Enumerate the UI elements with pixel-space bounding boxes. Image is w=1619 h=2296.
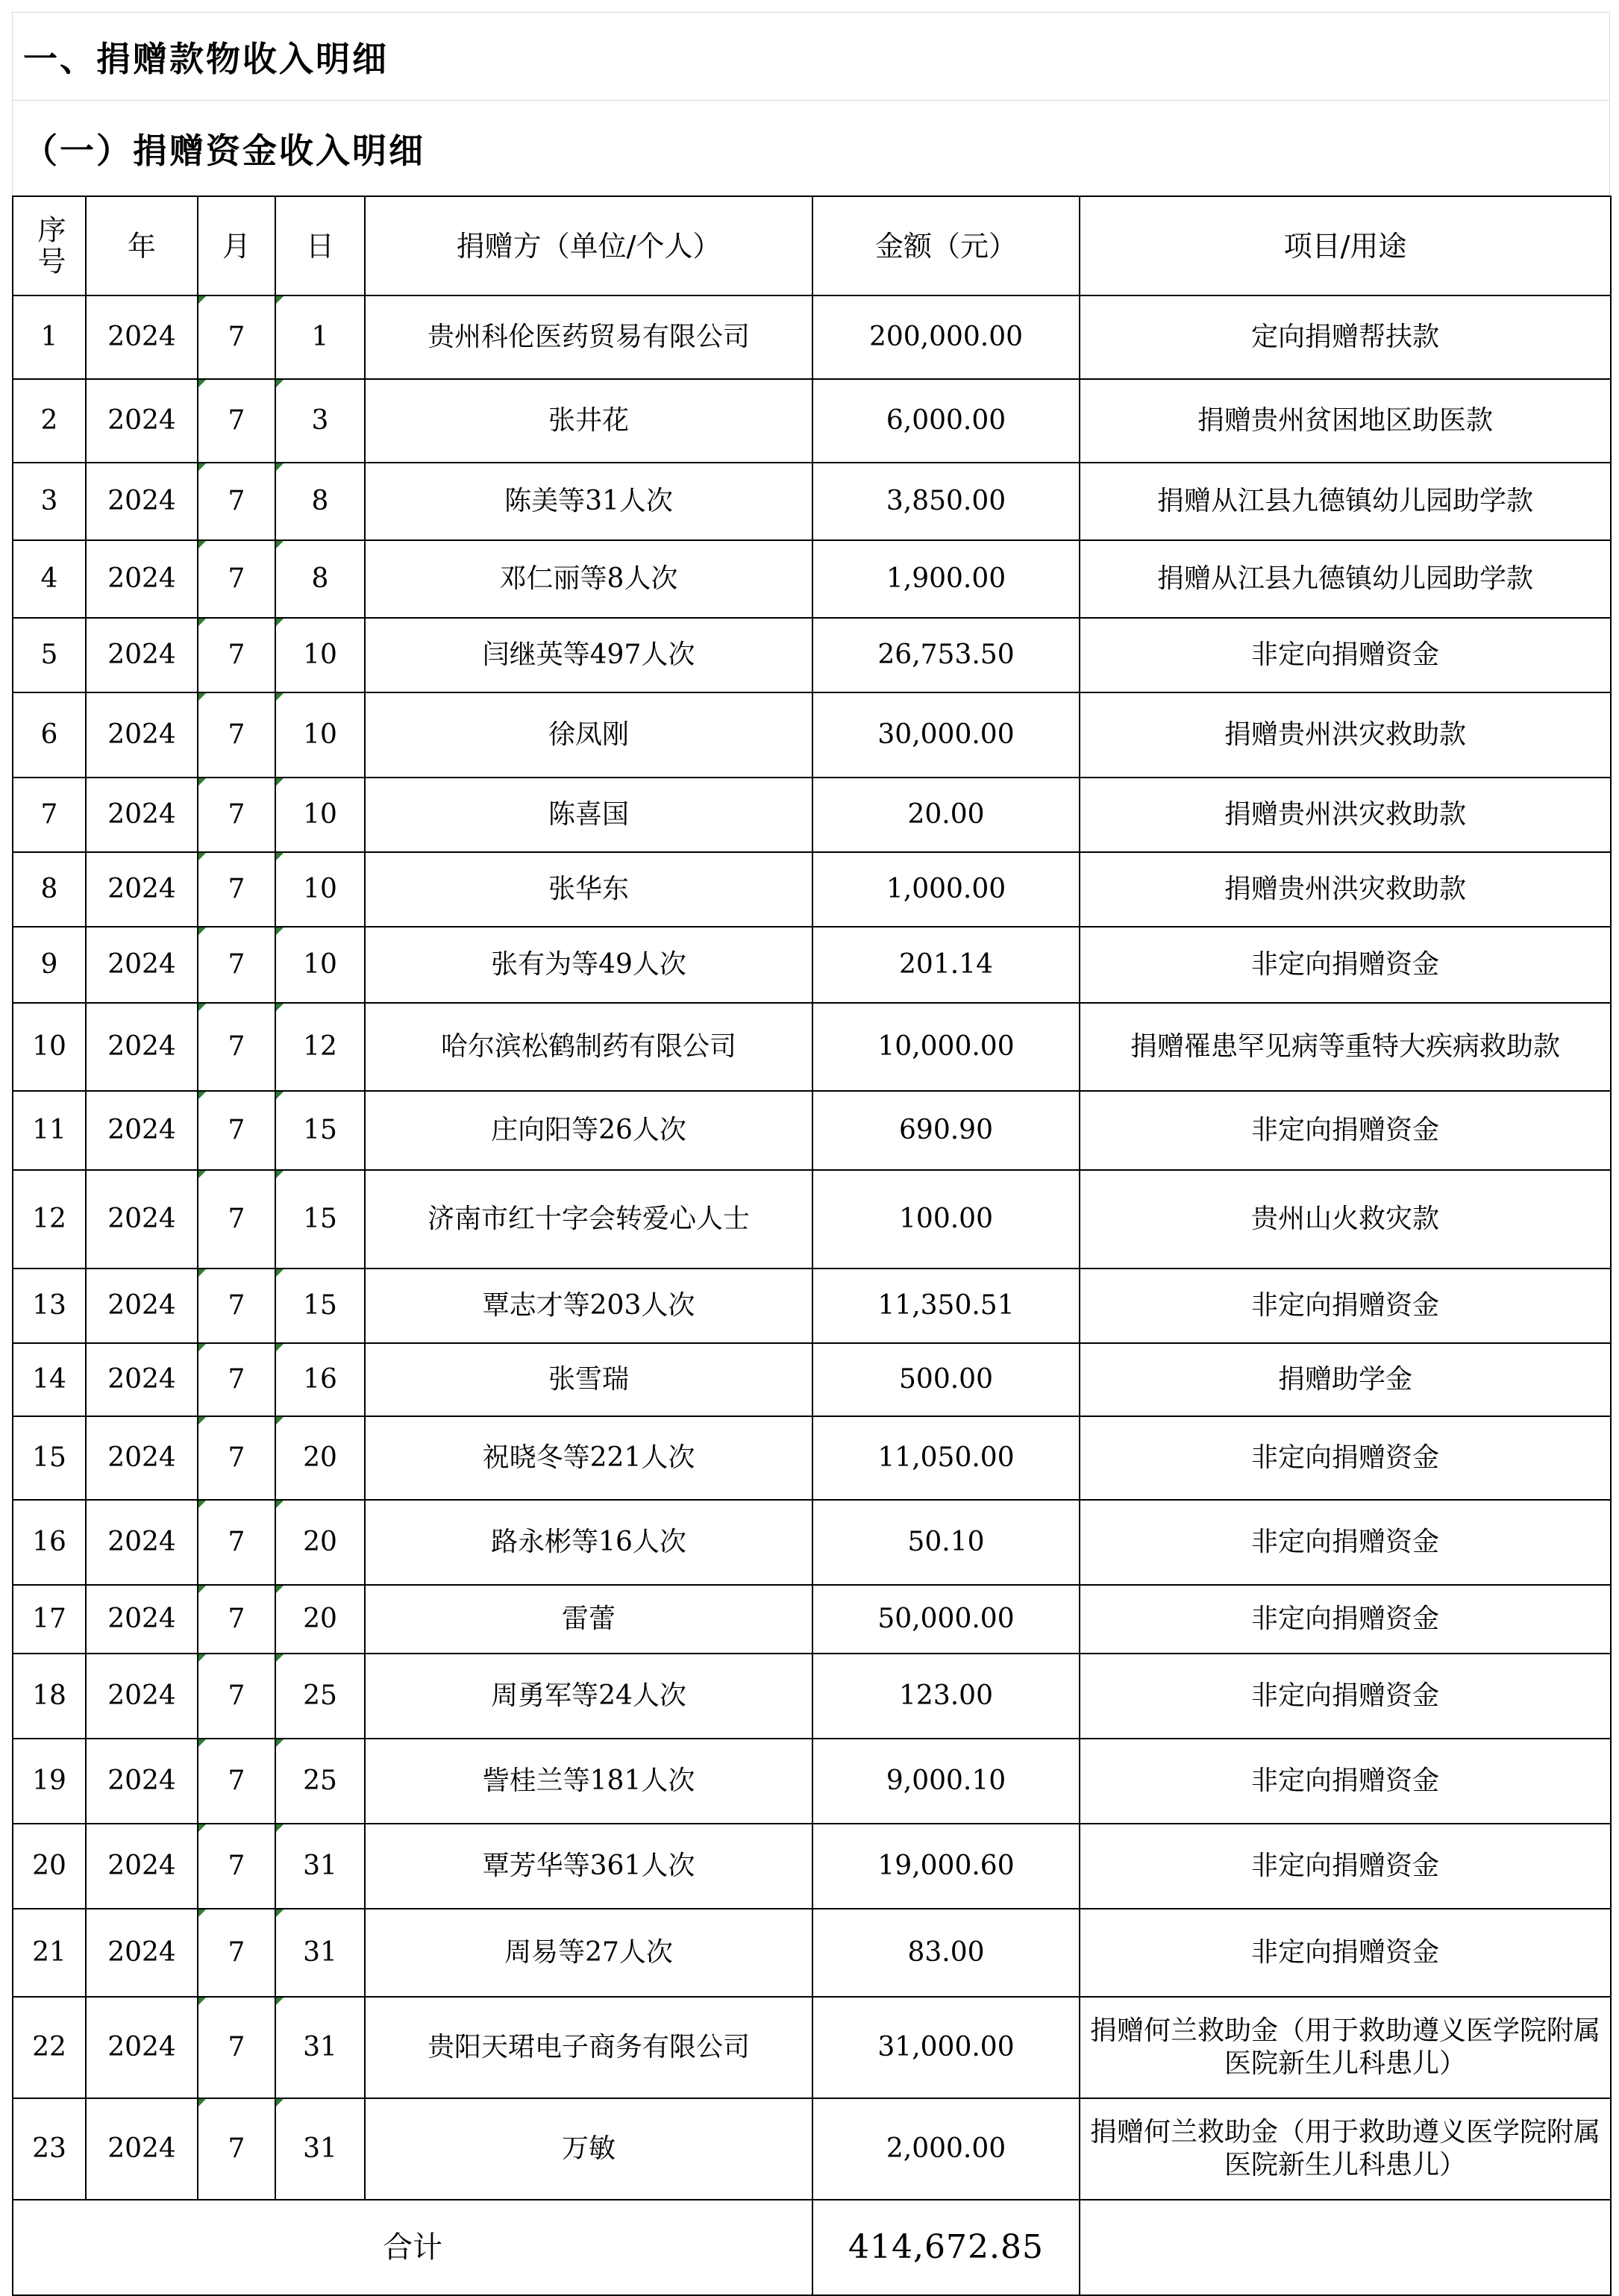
- cell-text-flag-icon: [198, 380, 206, 387]
- table-row: [13, 1500, 1611, 1585]
- cell-seq: 7: [13, 778, 86, 852]
- cell-day: 3: [275, 379, 365, 463]
- cell-seq: 1: [13, 295, 86, 379]
- cell-year: 2024: [86, 1654, 198, 1739]
- cell-month: 7: [198, 540, 275, 618]
- cell-seq: 15: [13, 1416, 86, 1500]
- cell-month: 7: [198, 1091, 275, 1170]
- cell-month: 7: [198, 463, 275, 540]
- cell-month: 7: [198, 927, 275, 1003]
- cell-purpose: 非定向捐赠资金: [1080, 618, 1611, 692]
- cell-donor: 雷蕾: [365, 1585, 812, 1654]
- cell-day: 8: [275, 540, 365, 618]
- cell-seq: 5: [13, 618, 86, 692]
- table-row: [13, 379, 1611, 463]
- cell-text-flag-icon: [198, 2099, 206, 2106]
- cell-donor: 覃志才等203人次: [365, 1269, 812, 1343]
- cell-seq: 17: [13, 1585, 86, 1654]
- cell-year: 2024: [86, 1269, 198, 1343]
- table-row: [13, 1654, 1611, 1739]
- cell-day: 10: [275, 618, 365, 692]
- cell-month: 7: [198, 295, 275, 379]
- cell-day: 20: [275, 1416, 365, 1500]
- cell-text-flag-icon: [276, 693, 284, 701]
- cell-donor: 张雪瑞: [365, 1343, 812, 1416]
- cell-text-flag-icon: [276, 928, 284, 935]
- cell-purpose: 非定向捐赠资金: [1080, 1909, 1611, 1997]
- cell-donor: 张华东: [365, 852, 812, 927]
- cell-seq: 13: [13, 1269, 86, 1343]
- cell-purpose: 捐赠何兰救助金（用于救助遵义医学院附属医院新生儿科患儿）: [1080, 1997, 1611, 2098]
- cell-amount: 201.14: [812, 927, 1080, 1003]
- cell-text-flag-icon: [276, 296, 284, 304]
- cell-year: 2024: [86, 1824, 198, 1909]
- table-row: [13, 1909, 1611, 1997]
- cell-year: 2024: [86, 1170, 198, 1269]
- cell-donor: 张井花: [365, 379, 812, 463]
- cell-text-flag-icon: [276, 1739, 284, 1747]
- cell-year: 2024: [86, 540, 198, 618]
- cell-day: 15: [275, 1170, 365, 1269]
- cell-seq: 16: [13, 1500, 86, 1585]
- cell-seq: 10: [13, 1003, 86, 1091]
- cell-donor: 訾桂兰等181人次: [365, 1739, 812, 1824]
- sheet: [12, 12, 1610, 2296]
- cell-seq: 4: [13, 540, 86, 618]
- cell-year: 2024: [86, 1003, 198, 1091]
- cell-purpose: 定向捐赠帮扶款: [1080, 295, 1611, 379]
- cell-year: 2024: [86, 295, 198, 379]
- total-purpose: [1080, 2200, 1611, 2295]
- header-purpose: 项目/用途: [1080, 196, 1611, 295]
- cell-month: 7: [198, 2098, 275, 2200]
- cell-amount: 20.00: [812, 778, 1080, 852]
- cell-purpose: 非定向捐赠资金: [1080, 1654, 1611, 1739]
- cell-purpose: 非定向捐赠资金: [1080, 1739, 1611, 1824]
- table-row: [13, 1343, 1611, 1416]
- cell-amount: 83.00: [812, 1909, 1080, 1997]
- cell-day: 12: [275, 1003, 365, 1091]
- cell-amount: 1,000.00: [812, 852, 1080, 927]
- cell-month: 7: [198, 1343, 275, 1416]
- cell-day: 10: [275, 852, 365, 927]
- cell-purpose: 非定向捐赠资金: [1080, 1416, 1611, 1500]
- cell-amount: 11,350.51: [812, 1269, 1080, 1343]
- cell-text-flag-icon: [198, 778, 206, 786]
- cell-seq: 9: [13, 927, 86, 1003]
- cell-donor: 济南市红十字会转爱心人士: [365, 1170, 812, 1269]
- cell-seq: 11: [13, 1091, 86, 1170]
- donation-table: [12, 195, 1612, 2296]
- header-year: 年: [86, 196, 198, 295]
- cell-month: 7: [198, 1824, 275, 1909]
- cell-seq: 21: [13, 1909, 86, 1997]
- total-amount: 414,672.85: [812, 2200, 1080, 2295]
- cell-text-flag-icon: [198, 853, 206, 860]
- cell-day: 25: [275, 1739, 365, 1824]
- cell-amount: 30,000.00: [812, 692, 1080, 778]
- cell-year: 2024: [86, 778, 198, 852]
- header-donor: 捐赠方（单位/个人）: [365, 196, 812, 295]
- cell-seq: 20: [13, 1824, 86, 1909]
- cell-year: 2024: [86, 2098, 198, 2200]
- section-title: 一、捐赠款物收入明细: [12, 12, 1610, 100]
- cell-seq: 19: [13, 1739, 86, 1824]
- cell-text-flag-icon: [276, 1586, 284, 1593]
- cell-text-flag-icon: [276, 1501, 284, 1508]
- cell-day: 10: [275, 778, 365, 852]
- header-row: [13, 196, 1611, 295]
- cell-amount: 10,000.00: [812, 1003, 1080, 1091]
- cell-day: 31: [275, 2098, 365, 2200]
- cell-donor: 路永彬等16人次: [365, 1500, 812, 1585]
- cell-month: 7: [198, 778, 275, 852]
- cell-donor: 贵州科伦医药贸易有限公司: [365, 295, 812, 379]
- cell-amount: 50,000.00: [812, 1585, 1080, 1654]
- cell-month: 7: [198, 1654, 275, 1739]
- cell-year: 2024: [86, 852, 198, 927]
- cell-donor: 贵阳天珺电子商务有限公司: [365, 1997, 812, 2098]
- cell-text-flag-icon: [198, 1824, 206, 1832]
- cell-text-flag-icon: [276, 1654, 284, 1662]
- cell-text-flag-icon: [276, 463, 284, 471]
- cell-day: 20: [275, 1500, 365, 1585]
- cell-day: 31: [275, 1824, 365, 1909]
- cell-text-flag-icon: [198, 1004, 206, 1011]
- cell-month: 7: [198, 1739, 275, 1824]
- cell-month: 7: [198, 692, 275, 778]
- table-row: [13, 1739, 1611, 1824]
- cell-month: 7: [198, 852, 275, 927]
- cell-year: 2024: [86, 463, 198, 540]
- cell-month: 7: [198, 618, 275, 692]
- cell-seq: 8: [13, 852, 86, 927]
- cell-seq: 2: [13, 379, 86, 463]
- cell-text-flag-icon: [276, 1171, 284, 1178]
- cell-text-flag-icon: [276, 1909, 284, 1917]
- cell-month: 7: [198, 1003, 275, 1091]
- cell-text-flag-icon: [198, 1417, 206, 1424]
- cell-purpose: 非定向捐赠资金: [1080, 1269, 1611, 1343]
- cell-purpose: 非定向捐赠资金: [1080, 1500, 1611, 1585]
- cell-day: 8: [275, 463, 365, 540]
- cell-amount: 6,000.00: [812, 379, 1080, 463]
- cell-text-flag-icon: [198, 541, 206, 548]
- cell-month: 7: [198, 1170, 275, 1269]
- cell-text-flag-icon: [276, 1824, 284, 1832]
- cell-text-flag-icon: [276, 778, 284, 786]
- cell-text-flag-icon: [276, 1344, 284, 1351]
- cell-seq: 3: [13, 463, 86, 540]
- cell-amount: 9,000.10: [812, 1739, 1080, 1824]
- header-amount: 金额（元）: [812, 196, 1080, 295]
- cell-donor: 哈尔滨松鹤制药有限公司: [365, 1003, 812, 1091]
- table-row: [13, 692, 1611, 778]
- cell-purpose: 捐赠助学金: [1080, 1343, 1611, 1416]
- cell-amount: 123.00: [812, 1654, 1080, 1739]
- cell-year: 2024: [86, 1500, 198, 1585]
- table-row: [13, 1416, 1611, 1500]
- cell-day: 15: [275, 1091, 365, 1170]
- cell-month: 7: [198, 1585, 275, 1654]
- cell-year: 2024: [86, 927, 198, 1003]
- cell-text-flag-icon: [198, 1998, 206, 2005]
- cell-amount: 3,850.00: [812, 463, 1080, 540]
- cell-purpose: 捐赠何兰救助金（用于救助遵义医学院附属医院新生儿科患儿）: [1080, 2098, 1611, 2200]
- cell-donor: 徐凤刚: [365, 692, 812, 778]
- header-month: 月: [198, 196, 275, 295]
- cell-day: 10: [275, 927, 365, 1003]
- cell-amount: 11,050.00: [812, 1416, 1080, 1500]
- cell-amount: 100.00: [812, 1170, 1080, 1269]
- cell-month: 7: [198, 379, 275, 463]
- cell-day: 1: [275, 295, 365, 379]
- cell-purpose: 捐赠贵州洪灾救助款: [1080, 778, 1611, 852]
- cell-seq: 18: [13, 1654, 86, 1739]
- cell-day: 16: [275, 1343, 365, 1416]
- cell-year: 2024: [86, 1739, 198, 1824]
- cell-text-flag-icon: [198, 619, 206, 626]
- cell-amount: 1,900.00: [812, 540, 1080, 618]
- cell-amount: 31,000.00: [812, 1997, 1080, 2098]
- cell-purpose: 非定向捐赠资金: [1080, 1091, 1611, 1170]
- cell-amount: 2,000.00: [812, 2098, 1080, 2200]
- cell-text-flag-icon: [276, 853, 284, 860]
- cell-year: 2024: [86, 692, 198, 778]
- cell-text-flag-icon: [198, 463, 206, 471]
- cell-purpose: 捐赠贵州贫困地区助医款: [1080, 379, 1611, 463]
- cell-donor: 周勇军等24人次: [365, 1654, 812, 1739]
- table-row: [13, 1997, 1611, 2098]
- cell-year: 2024: [86, 1997, 198, 2098]
- table-body: [13, 295, 1611, 2200]
- cell-text-flag-icon: [276, 1269, 284, 1277]
- cell-day: 10: [275, 692, 365, 778]
- header-seq: 序号: [13, 196, 86, 295]
- cell-amount: 200,000.00: [812, 295, 1080, 379]
- cell-purpose: 捐赠从江县九德镇幼儿园助学款: [1080, 540, 1611, 618]
- table-row: [13, 1824, 1611, 1909]
- cell-day: 15: [275, 1269, 365, 1343]
- cell-donor: 陈美等31人次: [365, 463, 812, 540]
- cell-purpose: 捐赠从江县九德镇幼儿园助学款: [1080, 463, 1611, 540]
- table-row: [13, 463, 1611, 540]
- cell-donor: 邓仁丽等8人次: [365, 540, 812, 618]
- cell-month: 7: [198, 1997, 275, 2098]
- cell-text-flag-icon: [198, 1092, 206, 1099]
- cell-text-flag-icon: [198, 296, 206, 304]
- table-row: [13, 1585, 1611, 1654]
- cell-amount: 50.10: [812, 1500, 1080, 1585]
- cell-donor: 张有为等49人次: [365, 927, 812, 1003]
- cell-month: 7: [198, 1269, 275, 1343]
- table-row: [13, 778, 1611, 852]
- cell-text-flag-icon: [198, 1269, 206, 1277]
- total-row: [13, 2200, 1611, 2295]
- cell-text-flag-icon: [276, 1092, 284, 1099]
- cell-text-flag-icon: [276, 541, 284, 548]
- table-row: [13, 1091, 1611, 1170]
- cell-donor: 陈喜国: [365, 778, 812, 852]
- cell-donor: 覃芳华等361人次: [365, 1824, 812, 1909]
- cell-year: 2024: [86, 1416, 198, 1500]
- cell-donor: 周易等27人次: [365, 1909, 812, 1997]
- cell-text-flag-icon: [198, 693, 206, 701]
- cell-amount: 500.00: [812, 1343, 1080, 1416]
- cell-text-flag-icon: [198, 1344, 206, 1351]
- cell-text-flag-icon: [198, 1739, 206, 1747]
- cell-year: 2024: [86, 1585, 198, 1654]
- cell-text-flag-icon: [198, 1501, 206, 1508]
- cell-donor: 庄向阳等26人次: [365, 1091, 812, 1170]
- table-row: [13, 852, 1611, 927]
- cell-year: 2024: [86, 379, 198, 463]
- cell-purpose: 捐赠贵州洪灾救助款: [1080, 692, 1611, 778]
- table-row: [13, 295, 1611, 379]
- cell-seq: 14: [13, 1343, 86, 1416]
- cell-text-flag-icon: [198, 1171, 206, 1178]
- cell-month: 7: [198, 1416, 275, 1500]
- cell-day: 31: [275, 1997, 365, 2098]
- cell-seq: 23: [13, 2098, 86, 2200]
- cell-text-flag-icon: [198, 1586, 206, 1593]
- cell-day: 20: [275, 1585, 365, 1654]
- table-row: [13, 1170, 1611, 1269]
- cell-text-flag-icon: [276, 619, 284, 626]
- cell-purpose: 捐赠贵州洪灾救助款: [1080, 852, 1611, 927]
- cell-year: 2024: [86, 1909, 198, 1997]
- subsection-title: （一）捐赠资金收入明细: [12, 100, 1610, 195]
- cell-text-flag-icon: [198, 1909, 206, 1917]
- cell-year: 2024: [86, 618, 198, 692]
- cell-seq: 6: [13, 692, 86, 778]
- cell-donor: 闫继英等497人次: [365, 618, 812, 692]
- cell-amount: 690.90: [812, 1091, 1080, 1170]
- cell-purpose: 非定向捐赠资金: [1080, 927, 1611, 1003]
- cell-day: 31: [275, 1909, 365, 1997]
- cell-text-flag-icon: [276, 2099, 284, 2106]
- table-row: [13, 1269, 1611, 1343]
- header-day: 日: [275, 196, 365, 295]
- cell-year: 2024: [86, 1091, 198, 1170]
- table-row: [13, 540, 1611, 618]
- cell-text-flag-icon: [198, 1654, 206, 1662]
- cell-purpose: 非定向捐赠资金: [1080, 1824, 1611, 1909]
- cell-year: 2024: [86, 1343, 198, 1416]
- cell-purpose: 贵州山火救灾款: [1080, 1170, 1611, 1269]
- cell-text-flag-icon: [276, 380, 284, 387]
- cell-text-flag-icon: [276, 1004, 284, 1011]
- cell-month: 7: [198, 1909, 275, 1997]
- cell-seq: 12: [13, 1170, 86, 1269]
- cell-month: 7: [198, 1500, 275, 1585]
- cell-amount: 26,753.50: [812, 618, 1080, 692]
- table-row: [13, 618, 1611, 692]
- cell-day: 25: [275, 1654, 365, 1739]
- cell-donor: 万敏: [365, 2098, 812, 2200]
- cell-purpose: 捐赠罹患罕见病等重特大疾病救助款: [1080, 1003, 1611, 1091]
- cell-text-flag-icon: [276, 1998, 284, 2005]
- total-label: 合计: [13, 2200, 812, 2295]
- cell-text-flag-icon: [276, 1417, 284, 1424]
- table-row: [13, 927, 1611, 1003]
- table-row: [13, 2098, 1611, 2200]
- table-row: [13, 1003, 1611, 1091]
- cell-purpose: 非定向捐赠资金: [1080, 1585, 1611, 1654]
- cell-text-flag-icon: [198, 928, 206, 935]
- cell-donor: 祝晓冬等221人次: [365, 1416, 812, 1500]
- cell-amount: 19,000.60: [812, 1824, 1080, 1909]
- cell-seq: 22: [13, 1997, 86, 2098]
